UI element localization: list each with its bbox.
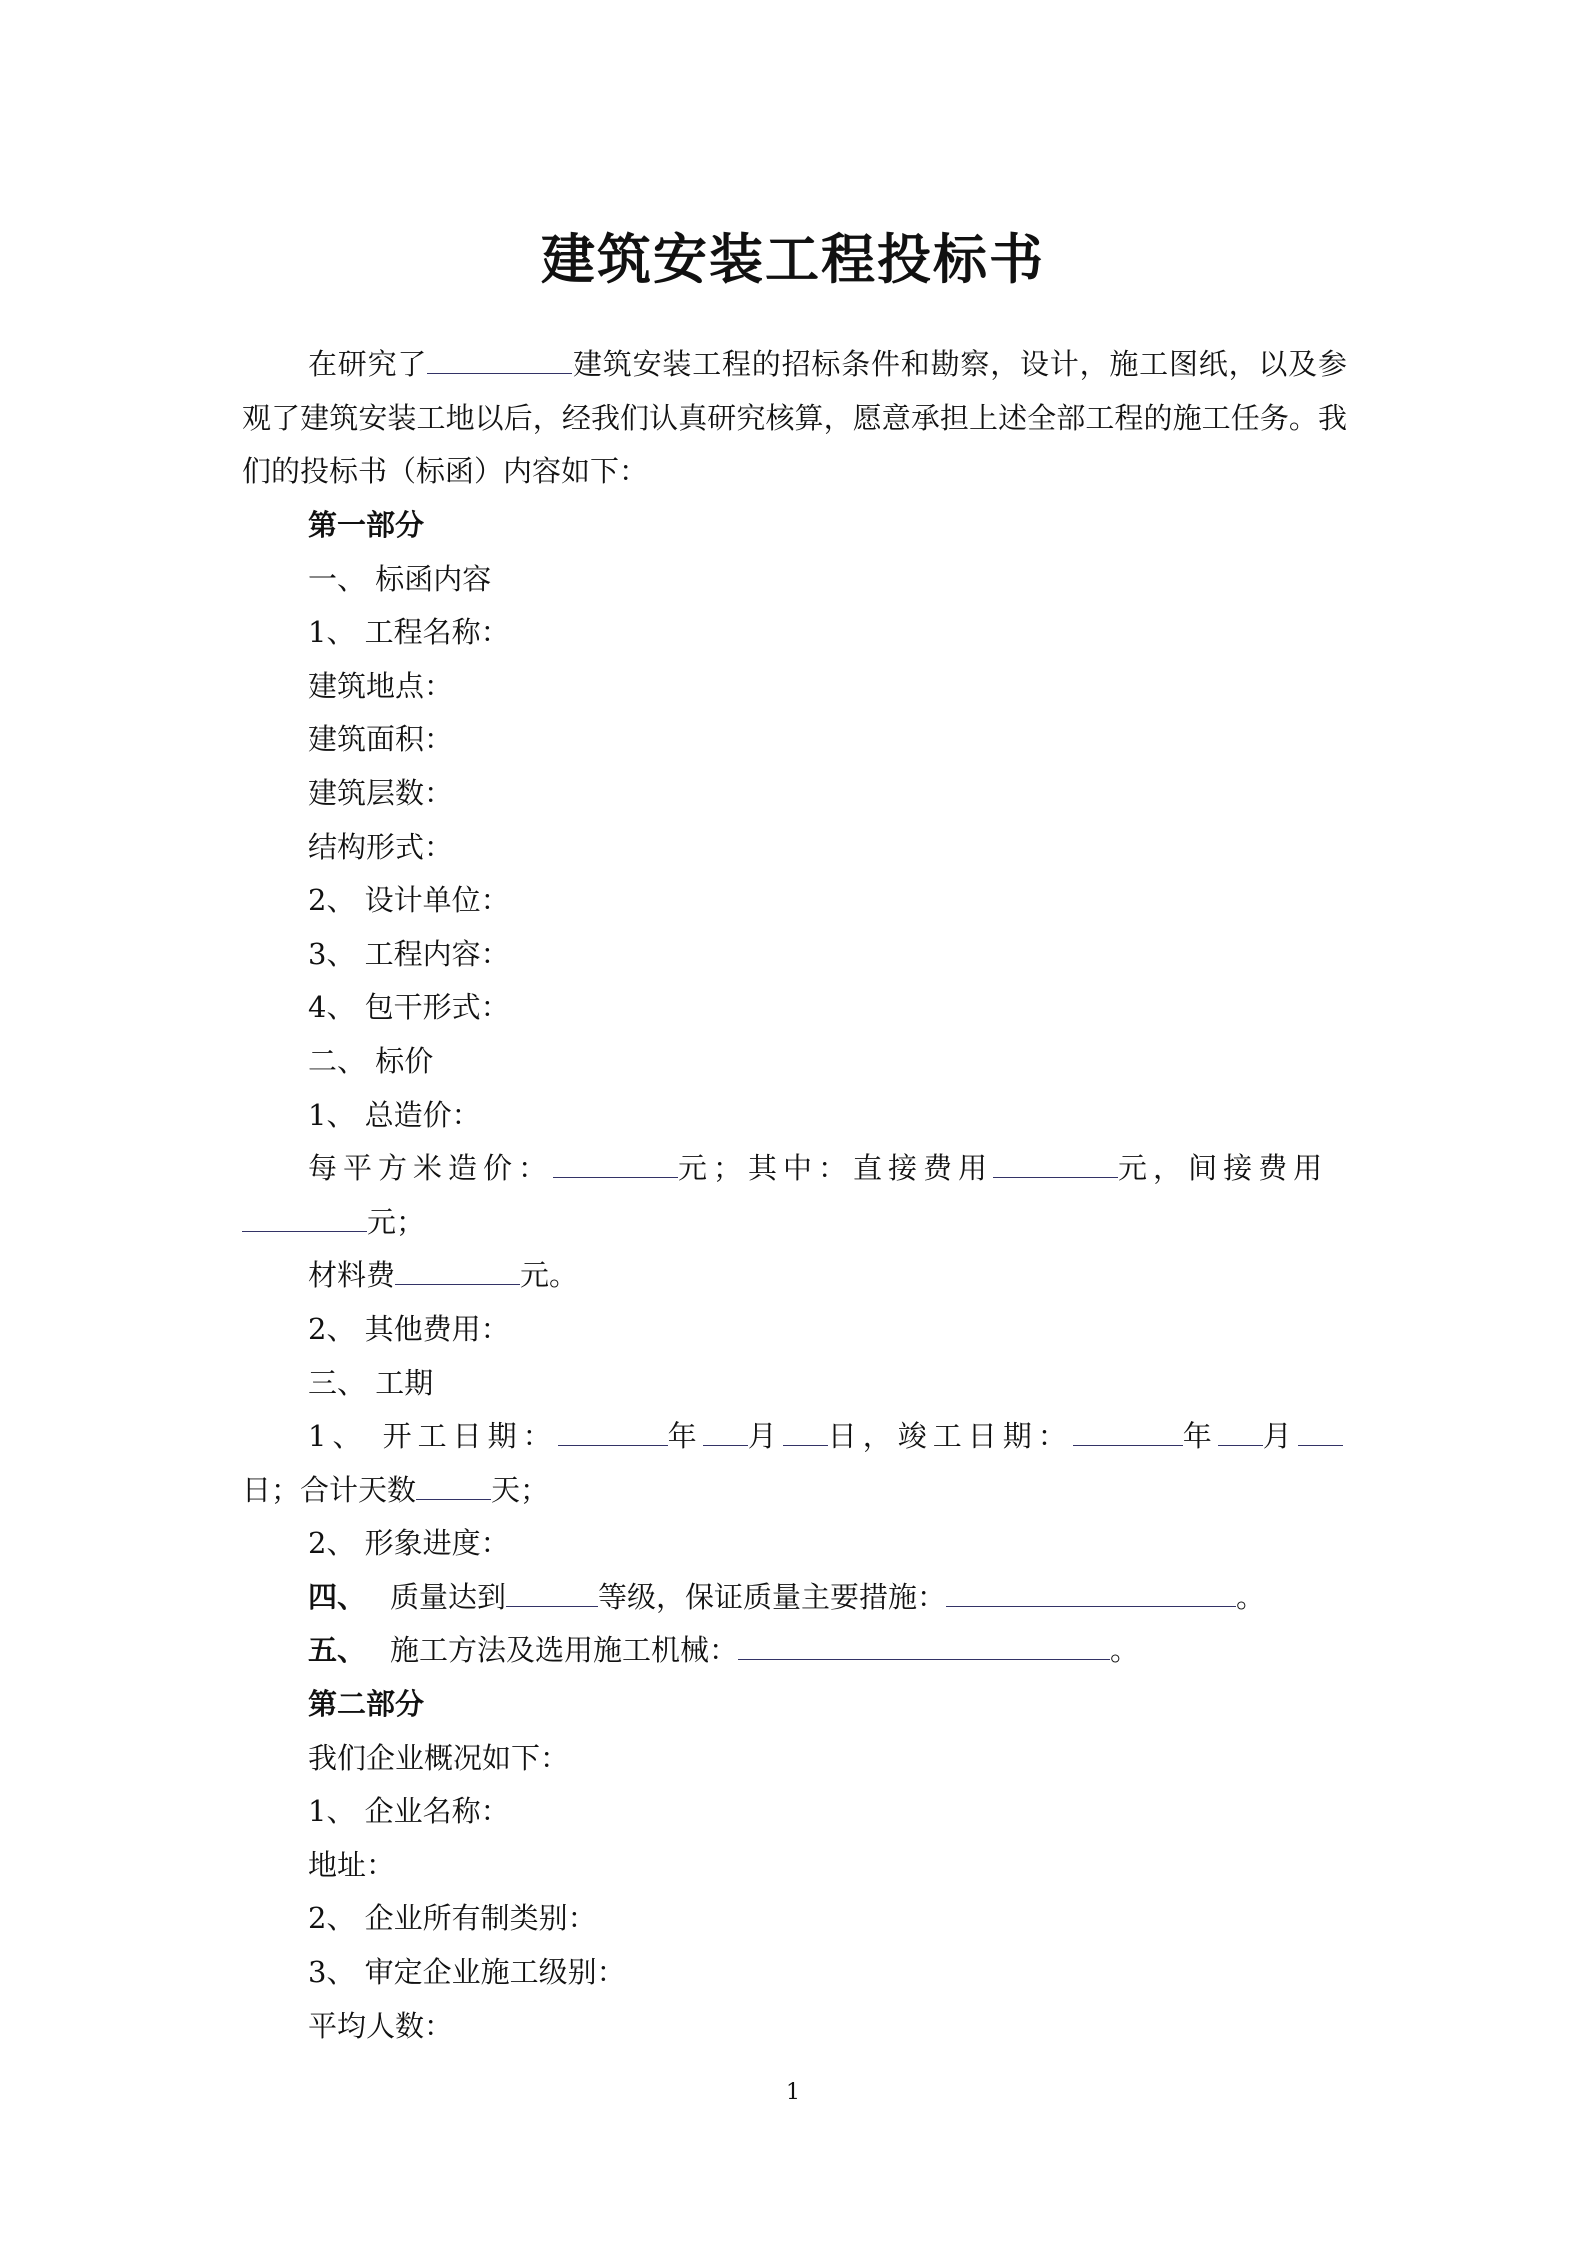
unit-price-blank[interactable] xyxy=(553,1151,678,1178)
area-line: 建筑面积： xyxy=(308,722,454,757)
indirect-cost-line xyxy=(242,1196,1347,1250)
design-unit-line: 2、 设计单位： xyxy=(308,883,510,918)
structure-line: 结构形式： xyxy=(308,829,454,864)
project-name-line: 1、 工程名称： xyxy=(308,615,510,650)
schedule-line xyxy=(242,1410,1347,1464)
unit-price-line xyxy=(242,1142,1347,1196)
total-days-label: 合计天数 xyxy=(300,1472,417,1507)
intro-text-1: 在研究了 xyxy=(308,347,428,381)
ownership-line: 2、 企业所有制类别： xyxy=(308,1901,597,1936)
material-cost-label: 材料费 xyxy=(308,1258,396,1293)
finish-day-blank[interactable] xyxy=(1298,1419,1343,1446)
quality-grade-blank[interactable] xyxy=(506,1580,598,1607)
finish-month-blank[interactable] xyxy=(1218,1419,1263,1446)
indirect-cost-blank[interactable] xyxy=(242,1205,367,1232)
yuan-1: 元； xyxy=(678,1151,749,1186)
quality-end: 。 xyxy=(1236,1579,1266,1614)
unit-price-label: 每平方米造价： xyxy=(308,1151,554,1186)
intro-paragraph xyxy=(242,338,1347,499)
section4-title: 四、 xyxy=(308,1579,367,1614)
progress-line: 2、 形象进度： xyxy=(308,1526,510,1561)
quality-line xyxy=(242,1571,1347,1625)
indirect-cost-label: 间接费用 xyxy=(1188,1151,1329,1186)
finish-date-label: 竣工日期： xyxy=(897,1419,1073,1454)
start-day-unit: 日， xyxy=(827,1419,898,1454)
material-cost-line xyxy=(242,1249,1347,1303)
document-body xyxy=(242,499,1347,2053)
finish-month-unit: 月 xyxy=(1262,1419,1298,1454)
page-number: 1 xyxy=(786,2080,800,2105)
method-text-1: 施工方法及选用施工机械： xyxy=(390,1633,739,1668)
total-cost-line: 1、 总造价： xyxy=(308,1097,481,1132)
section2-title: 二、 标价 xyxy=(308,1043,434,1078)
floors-line: 建筑层数： xyxy=(308,775,454,810)
yuan-3: 元； xyxy=(367,1204,426,1239)
section1-title: 一、 标函内容 xyxy=(308,561,492,596)
start-month-unit: 月 xyxy=(747,1419,783,1454)
schedule-line-cont xyxy=(242,1464,1347,1518)
yuan-4: 元。 xyxy=(520,1258,579,1293)
start-year-unit: 年 xyxy=(667,1419,703,1454)
grade-line: 3、 审定企业施工级别： xyxy=(308,1955,626,1990)
intro-text-2: 建筑安装工程的招标条件和勘察，设计，施工图纸，以及参观了建筑安装工地以后，经我们认真研究核算，愿意承担上述全部工程的施工任务。我们的投标书（标函）内容如下： xyxy=(242,347,1347,489)
quality-measures-blank[interactable] xyxy=(946,1580,1236,1607)
contract-form-line: 4、 包干形式： xyxy=(308,990,510,1025)
avg-people-line: 平均人数： xyxy=(308,2008,454,2043)
direct-cost-label: 其中：直接费用 xyxy=(748,1151,994,1186)
start-year-blank[interactable] xyxy=(558,1419,668,1446)
yuan-2: 元， xyxy=(1118,1151,1189,1186)
part-one-heading: 第一部分 xyxy=(308,508,425,542)
part-two-heading: 第二部分 xyxy=(308,1687,425,1722)
start-month-blank[interactable] xyxy=(703,1419,748,1446)
project-content-line: 3、 工程内容： xyxy=(308,936,510,971)
method-end: 。 xyxy=(1110,1633,1140,1668)
company-name-line: 1、 企业名称： xyxy=(308,1794,510,1829)
start-day-blank[interactable] xyxy=(783,1419,828,1446)
document-title: 建筑安装工程投标书 xyxy=(541,228,1045,291)
project-name-blank[interactable] xyxy=(427,347,572,374)
start-date-label: 1、 开工日期： xyxy=(308,1419,558,1454)
finish-year-blank[interactable] xyxy=(1073,1419,1183,1446)
total-days-blank[interactable] xyxy=(416,1473,491,1500)
material-cost-blank[interactable] xyxy=(395,1258,520,1285)
section5-title: 五、 xyxy=(308,1633,367,1668)
company-intro-line: 我们企业概况如下： xyxy=(308,1740,570,1775)
days-unit: 天； xyxy=(491,1472,550,1507)
other-fees-line: 2、 其他费用： xyxy=(308,1311,510,1346)
direct-cost-blank[interactable] xyxy=(993,1151,1118,1178)
quality-text-2: 等级，保证质量主要措施： xyxy=(598,1579,947,1614)
finish-year-unit: 年 xyxy=(1182,1419,1218,1454)
finish-day-unit: 日； xyxy=(242,1472,301,1507)
location-line: 建筑地点： xyxy=(308,668,454,703)
method-line xyxy=(242,1624,1347,1678)
section3-title: 三、 工期 xyxy=(308,1365,434,1400)
method-blank[interactable] xyxy=(738,1633,1110,1660)
address-line: 地址： xyxy=(308,1847,396,1882)
quality-text-1: 质量达到 xyxy=(390,1579,507,1614)
